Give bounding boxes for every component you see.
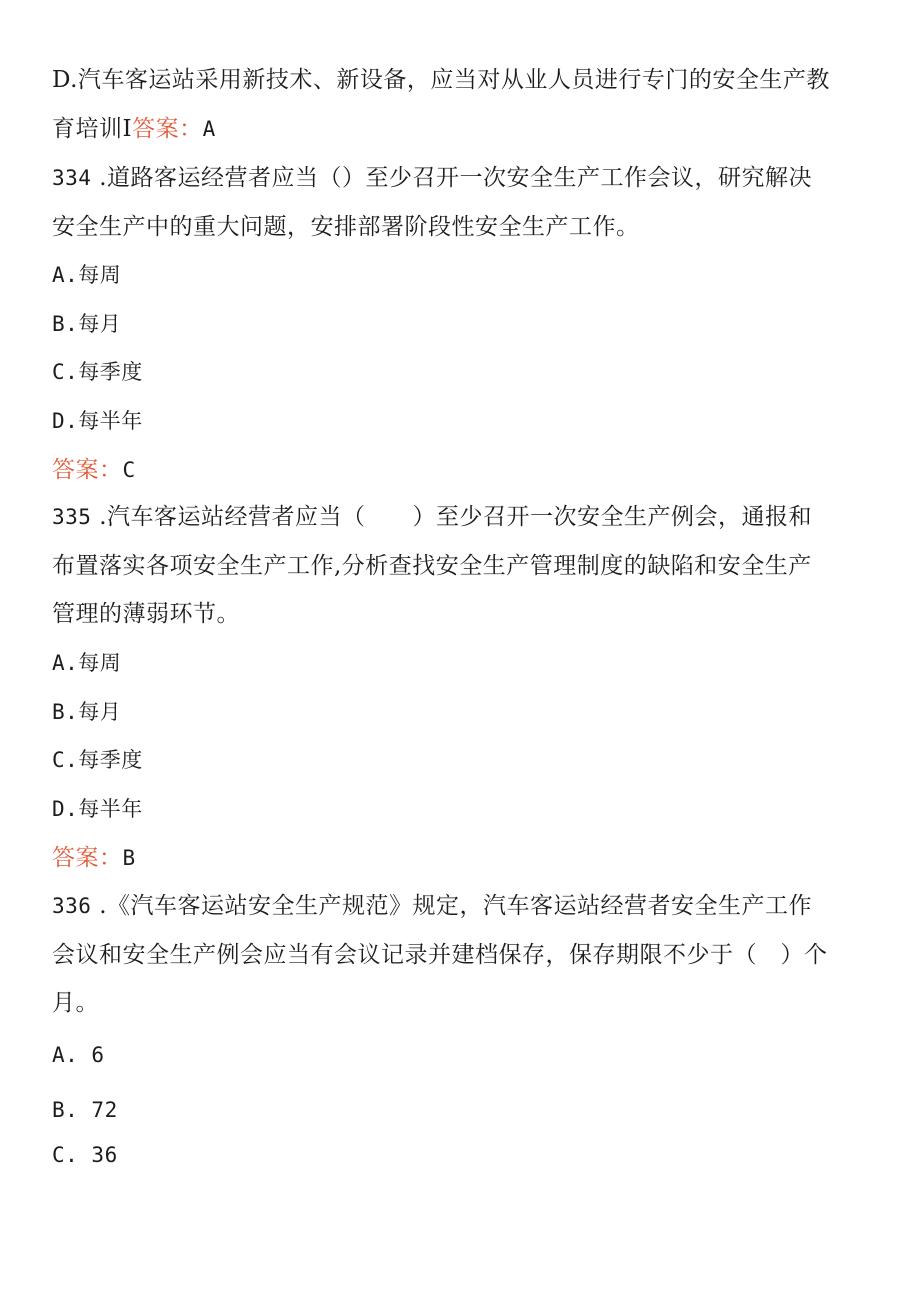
q333-answer-label: 答案： — [132, 116, 203, 142]
q333-option-d-text: 育培训I — [52, 116, 133, 142]
q335-answer — [52, 843, 882, 873]
q335-answer-label: 答案： — [52, 845, 123, 871]
q336-option-a: A. 6 — [52, 1043, 105, 1067]
q336-stem-line3: 月。 — [52, 990, 99, 1016]
q335-number: 335 — [52, 505, 92, 529]
q335-option-a: A.每周 — [52, 651, 122, 675]
q335-stem-line1 — [52, 502, 882, 532]
q336-stem-text1: .《汽车客运站安全生产规范》规定，汽车客运站经营者安全生产工作 — [91, 893, 813, 919]
q334-stem-text1: .道路客运经营者应当（）至少召开一次安全生产工作会议，研究解决 — [91, 165, 813, 191]
q335-answer-value: B — [122, 846, 136, 870]
q336-number: 336 — [52, 894, 92, 918]
q335-option-d: D.每半年 — [52, 797, 143, 821]
q335-stem-text1: .汽车客运站经营者应当（ ）至少召开一次安全生产例会，通报和 — [91, 504, 813, 530]
q334-stem-line1 — [52, 163, 882, 193]
q335-option-c: C.每季度 — [52, 748, 143, 772]
q333-answer-value: A — [202, 117, 216, 141]
q336-stem-line2: 会议和安全生产例会应当有会议记录并建档保存，保存期限不少于（ ）个 — [52, 942, 828, 968]
q336-stem-line1 — [52, 891, 882, 921]
q334-answer-label: 答案： — [52, 457, 123, 483]
q333-option-d-line2 — [52, 114, 882, 144]
q335-option-b: B.每月 — [52, 700, 122, 724]
q334-option-b: B.每月 — [52, 312, 122, 336]
q334-option-c: C.每季度 — [52, 360, 143, 384]
q334-option-a: A.每周 — [52, 263, 122, 287]
q335-stem-line3: 管理的薄弱环节。 — [52, 601, 240, 627]
q336-option-b: B. 72 — [52, 1098, 118, 1122]
q334-stem-line2: 安全生产中的重大问题，安排部署阶段性安全生产工作。 — [52, 214, 640, 240]
q334-answer — [52, 455, 882, 485]
q334-option-d: D.每半年 — [52, 409, 143, 433]
q334-number: 334 — [52, 166, 92, 190]
q333-option-d-line1: D.汽车客运站采用新技术、新设备，应当对从业人员进行专门的安全生产教 — [52, 67, 830, 93]
q334-answer-value: C — [122, 458, 136, 482]
q335-stem-line2: 布置落实各项安全生产工作,分析查找安全生产管理制度的缺陷和安全生产 — [52, 553, 812, 579]
q336-option-c: C. 36 — [52, 1143, 118, 1167]
